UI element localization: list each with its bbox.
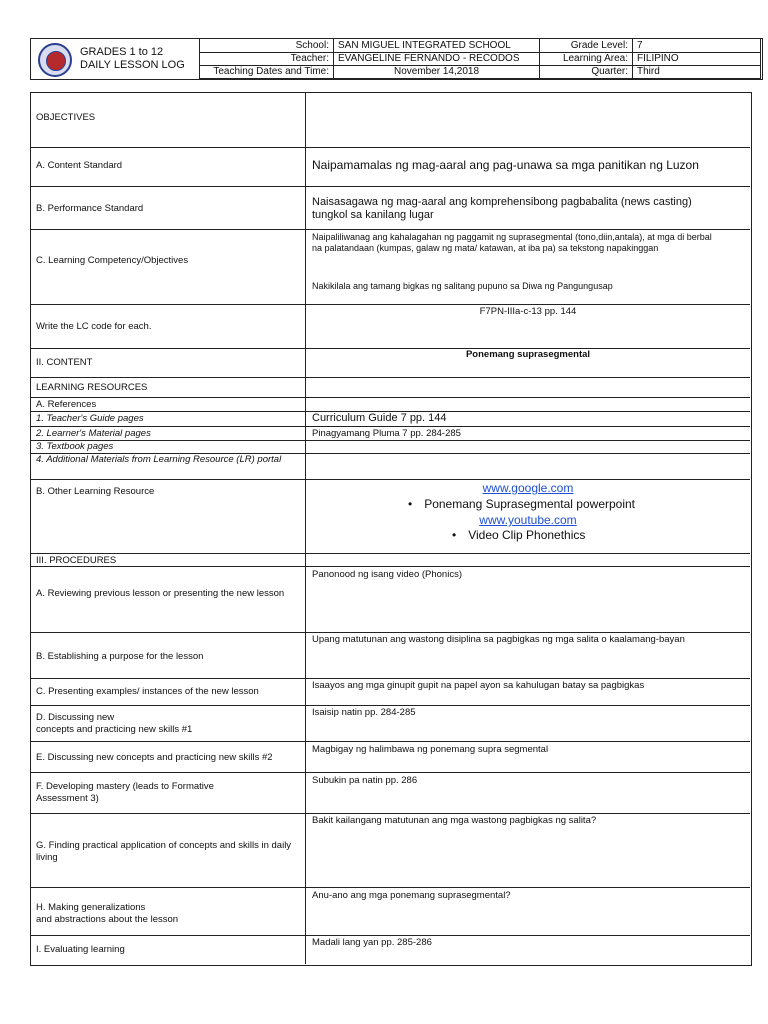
performance-standard-label: B. Performance Standard (36, 203, 144, 214)
competency-value-2: Nakikilala ang tamang bigkas ng salitang pupuno sa Diwa ng Pangungusap (312, 281, 613, 291)
procedure-b-value: Upang matutunan ang wastong disiplina sa pagbigkas ng mga salita o kaalamang-bayan (312, 634, 685, 645)
youtube-link[interactable]: www.youtube.com (479, 513, 577, 527)
procedure-f-label: F. Developing mastery (leads to Formative Assessment 3) (36, 781, 214, 804)
resource-item-video: • Video Clip Phonethics (452, 528, 586, 542)
header-grid (199, 38, 761, 80)
performance-standard-value: Naisasagawa ng mag-aaral ang komprehensibong pagbabalita (news casting) tungkol sa kanilang lugar (312, 196, 692, 221)
procedure-i-label: I. Evaluating learning (36, 944, 125, 955)
procedure-b-label: B. Establishing a purpose for the lesson (36, 651, 204, 662)
resource-item-powerpoint: • Ponemang Suprasegmental powerpoint (408, 497, 636, 511)
row-divider (30, 229, 750, 230)
form-title-line1: GRADES 1 to 12 (80, 46, 164, 58)
content-value: Ponemang suprasegmental (465, 349, 591, 360)
row-divider (30, 772, 750, 773)
row-divider (30, 553, 750, 554)
learning-resources-label: LEARNING RESOURCES (36, 382, 148, 393)
row-divider (30, 632, 750, 633)
procedure-g-value: Bakit kailangang matutunan ang mga wastong pagbigkas ng salita? (312, 815, 597, 826)
row-divider (30, 186, 750, 187)
procedure-h-label-line2: and abstractions about the lesson (36, 914, 179, 925)
row-divider (30, 705, 750, 706)
grade-level-label: Grade Level: (539, 39, 632, 52)
learners-material-value: Pinagyamang Pluma 7 pp. 284-285 (312, 428, 461, 439)
procedure-c-label: C. Presenting examples/ instances of the new lesson (36, 686, 259, 697)
resource-video-text: Video Clip Phonethics (468, 528, 586, 542)
lc-code-value: F7PN-IIIa-c-13 pp. 144 (479, 306, 577, 317)
procedure-f-value: Subukin pa natin pp. 286 (312, 775, 418, 786)
row-divider (30, 887, 750, 888)
teacher-label: Teacher: (199, 52, 333, 65)
learning-area-value: FILIPINO (632, 52, 761, 65)
form-title-line2: DAILY LESSON LOG (80, 59, 185, 71)
textbook-label: 3. Textbook pages (36, 441, 114, 452)
header-row-teacher (199, 52, 761, 66)
learning-area-label: Learning Area: (539, 52, 632, 65)
procedure-g-label: G. Finding practical application of concepts and skills in daily living (36, 840, 292, 863)
teachers-guide-label: 1. Teacher's Guide pages (36, 413, 144, 424)
procedure-d-label-line2: concepts and practicing new skills #1 (36, 724, 193, 735)
procedure-a-label: A. Reviewing previous lesson or presenting the new lesson (36, 588, 285, 599)
google-link[interactable]: www.google.com (482, 481, 574, 495)
quarter-label: Quarter: (539, 65, 632, 78)
row-divider (30, 678, 750, 679)
teachers-guide-value: Curriculum Guide 7 pp. 144 (312, 412, 447, 424)
row-divider (30, 935, 750, 936)
procedures-label: III. PROCEDURES (36, 555, 117, 566)
row-divider (30, 479, 750, 480)
procedure-h-value: Anu-ano ang mga ponemang suprasegmental? (312, 890, 511, 901)
row-divider (30, 741, 750, 742)
form-title (80, 46, 185, 72)
content-standard-value: Naipamamalas ng mag-aaral ang pag-unawa sa mga panitikan ng Luzon (312, 158, 699, 172)
competency-label: C. Learning Competency/Objectives (36, 255, 189, 266)
school-value: SAN MIGUEL INTEGRATED SCHOOL (333, 39, 539, 52)
row-divider (30, 377, 750, 378)
quarter-value: Third (632, 65, 761, 78)
row-divider (30, 813, 750, 814)
dates-label: Teaching Dates and Time: (199, 65, 333, 78)
content-label: II. CONTENT (36, 357, 93, 368)
procedure-i-value: Madali lang yan pp. 285-286 (312, 937, 432, 948)
deped-seal-icon (38, 43, 72, 77)
resource-powerpoint-text: Ponemang Suprasegmental powerpoint (424, 497, 636, 511)
row-divider (30, 397, 750, 398)
other-resource-label: B. Other Learning Resource (36, 486, 155, 497)
procedure-e-label: E. Discussing new concepts and practicing new skills #2 (36, 752, 273, 763)
procedure-d-label (36, 712, 298, 736)
competency-value-1: Naipaliliwanag ang kahalagahan ng paggamit ng suprasegmental (tono,diin,antala), at mga di berbal na palatandaan (kumpas, galaw ng mata/ katawan, at iba pa) sa tekstong napakinggan (312, 232, 712, 253)
row-divider (30, 304, 750, 305)
school-label: School: (199, 39, 333, 52)
procedure-c-value: Isaayos ang mga ginupit gupit na papel ayon sa kahulugan batay sa pagbigkas (312, 680, 645, 691)
references-label: A. References (36, 399, 97, 410)
procedure-d-label-line1: D. Discussing new (36, 712, 115, 723)
objectives-heading: OBJECTIVES (36, 112, 96, 123)
header-row-school (199, 39, 761, 53)
procedure-d-value: Isaisip natin pp. 284-285 (312, 707, 416, 718)
teacher-value: EVANGELINE FERNANDO - RECODOS (333, 52, 539, 65)
learners-material-label: 2. Learner's Material pages (36, 428, 151, 439)
procedure-e-value: Magbigay ng halimbawa ng ponemang supra segmental (312, 744, 549, 755)
procedure-a-value: Panonood ng isang video (Phonics) (312, 569, 462, 580)
lc-code-label: Write the LC code for each. (36, 321, 152, 332)
row-divider (30, 147, 750, 148)
grade-level-value: 7 (632, 39, 761, 52)
content-standard-label: A. Content Standard (36, 160, 123, 171)
additional-materials-label: 4. Additional Materials from Learning Resource (LR) portal (36, 454, 282, 465)
header-row-dates (199, 65, 761, 79)
dates-value: November 14,2018 (333, 65, 539, 78)
column-divider (305, 92, 306, 964)
procedure-h-label-line1: H. Making generalizations (36, 902, 146, 913)
row-divider (30, 426, 750, 427)
procedure-h-label (36, 902, 298, 926)
